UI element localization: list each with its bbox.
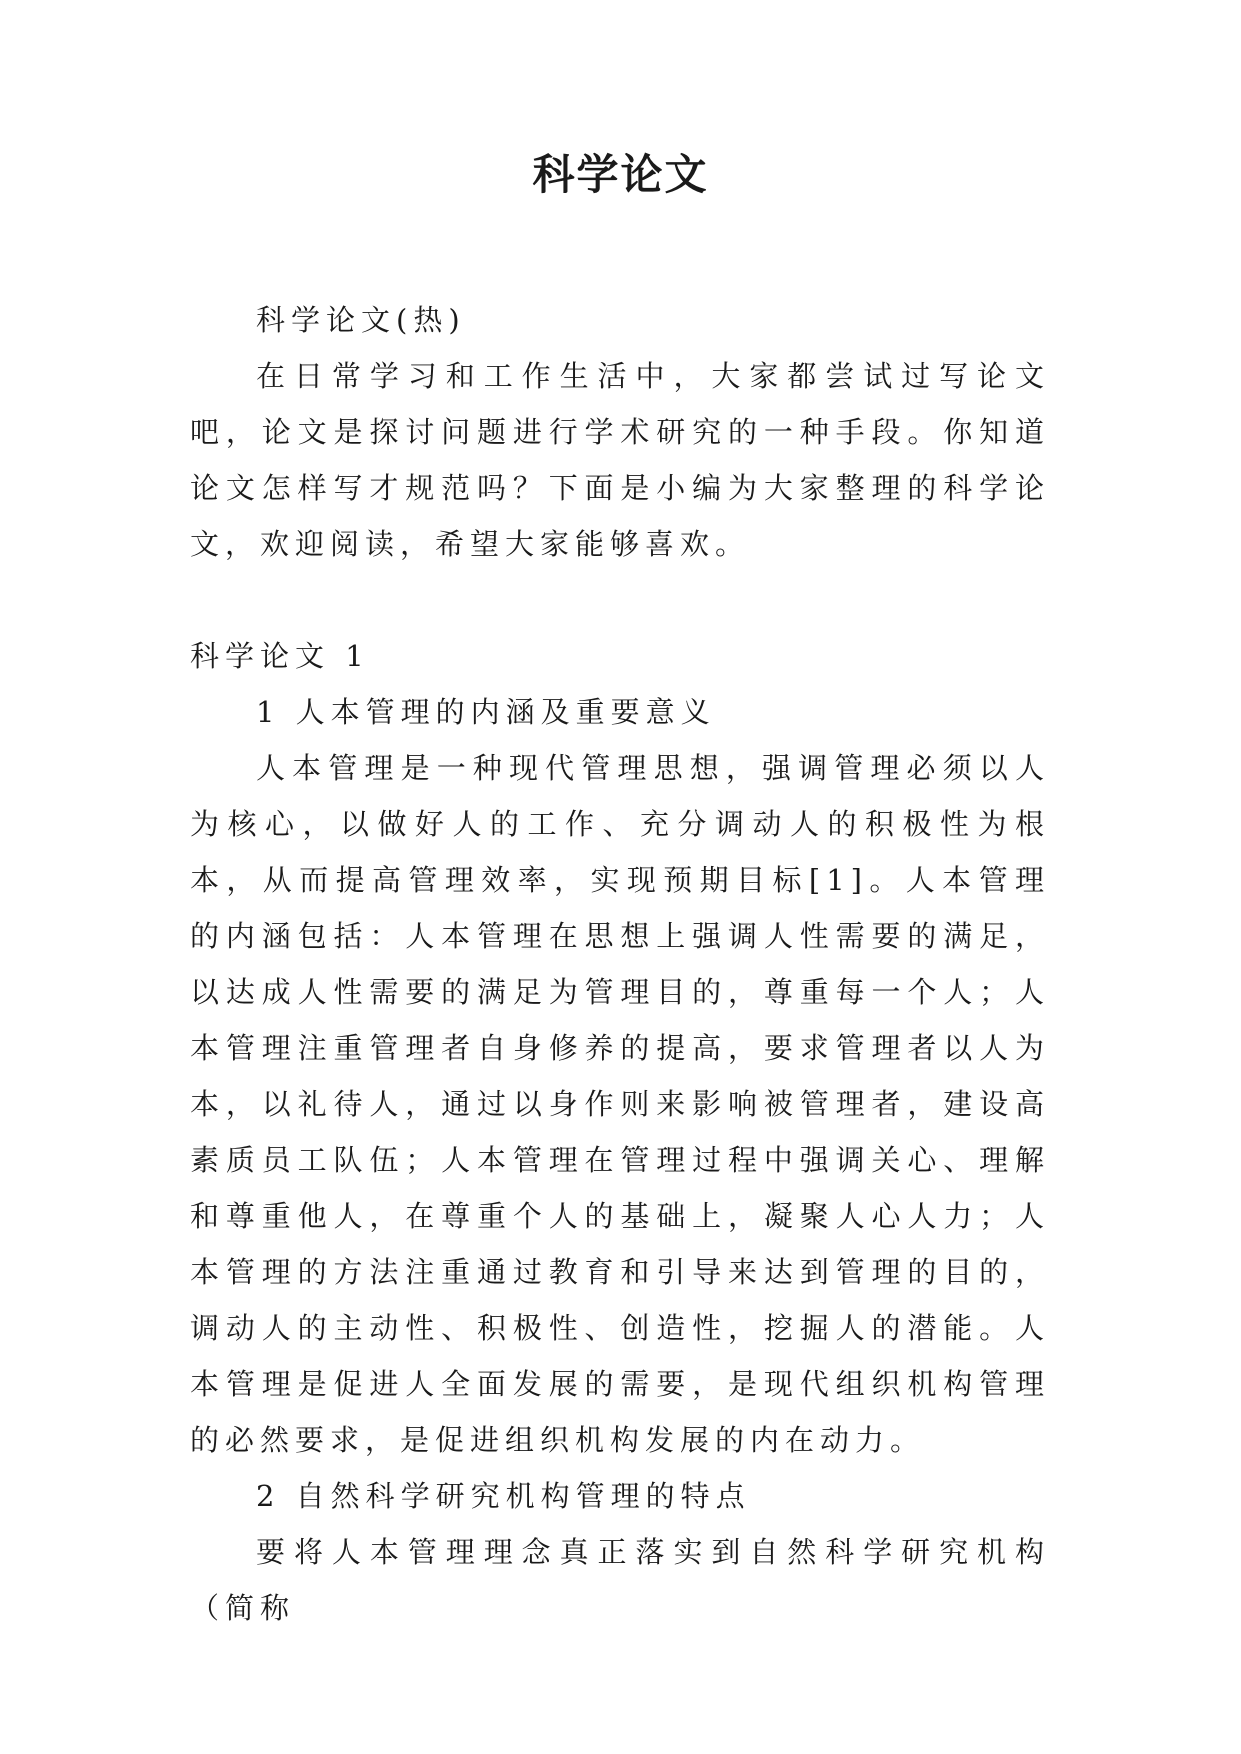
subheading-1: 1 人本管理的内涵及重要意义 [256,695,716,729]
body-paragraph-1: 人本管理是一种现代管理思想，强调管理必须以人为核心，以做好人的工作、充分调动人的积极性为根本，从而提高管理效率，实现预期目标[1]。人本管理的内涵包括：人本管理在思想上强调人性需要的满足，以达成人性需要的满足为管理目的，尊重每一个人；人本管理注重管理者自身修养的提高，要求管理者以人为本，以礼待人，通过以身作则来影响被管理者，建设高素质员工队伍；人本管理在管理过程中强调关心、理解和尊重他人，在尊重个人的基础上，凝聚人心人力；人本管理的方法注重通过教育和引导来达到管理的目的，调动人的主动性、积极性、创造性，挖掘人的潜能。人本管理是促进人全面发展的需要，是现代组织机构管理的必然要求，是促进组织机构发展的内在动力。 [190,751,1050,1457]
section-heading: 科学论文 1 [190,639,370,673]
subheading-2: 2 自然科学研究机构管理的特点 [256,1479,751,1513]
document-body [190,292,1050,1636]
body-paragraph-2: 要将人本管理理念真正落实到自然科学研究机构（简称 [190,1535,1050,1625]
subtitle-paragraph: 科学论文(热) [256,303,466,337]
intro-paragraph: 在日常学习和工作生活中，大家都尝试过写论文吧，论文是探讨问题进行学术研究的一种手段。你知道论文怎样写才规范吗？下面是小编为大家整理的科学论文，欢迎阅读，希望大家能够喜欢。 [190,359,1050,561]
document-title: 科学论文 [532,150,709,199]
